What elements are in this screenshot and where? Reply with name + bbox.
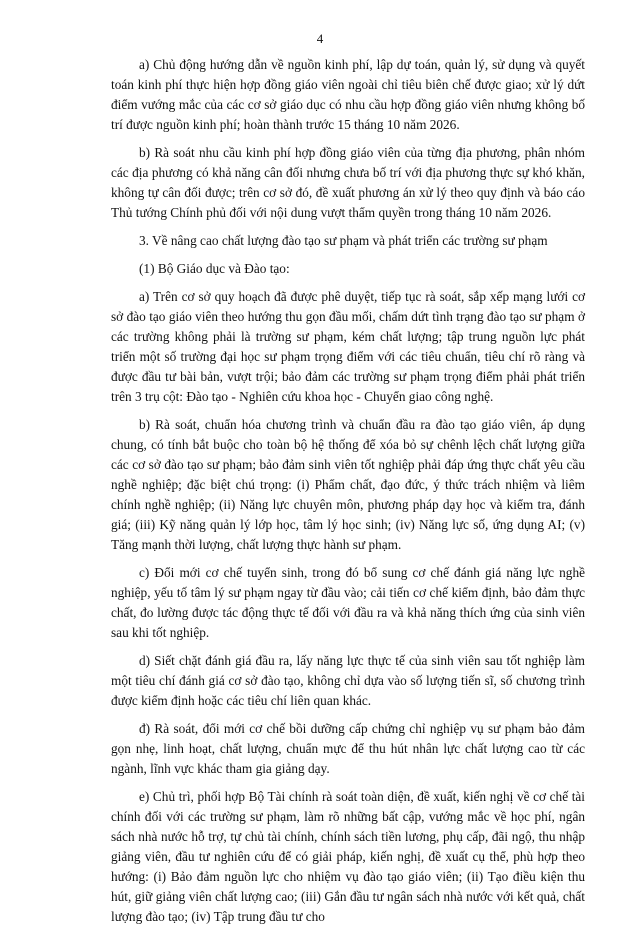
page-number: 4 [316, 31, 324, 46]
paragraph-b-review-needs: b) Rà soát nhu cầu kinh phí hợp đồng giáo viên của từng địa phương, phân nhóm các địa phương có khả năng cân đối nhưng chưa bố trí với địa phương thực sự khó khăn, không tự cân đối được; trên cơ sở đó, đề xuất phương án xử lý theo quy định và báo cáo Thủ tướng Chính phủ đối với nội dung vượt thẩm quyền trong tháng 10 năm 2026. [111, 145, 585, 220]
section-heading-3: 3. Về nâng cao chất lượng đào tạo sư phạm và phát triển các trường sư phạm [139, 233, 548, 248]
subsection-heading-1: (1) Bộ Giáo dục và Đào tạo: [139, 261, 290, 276]
paragraph-b-curriculum: b) Rà soát, chuẩn hóa chương trình và chuẩn đầu ra đào tạo giáo viên, áp dụng chung, có tính bắt buộc cho toàn bộ hệ thống để xóa bỏ sự chênh lệch chất lượng giữa các cơ sở đào tạo sư phạm; bảo đảm sinh viên tốt nghiệp phải đáp ứng thực chất yêu cầu nghề nghiệp; đặc biệt chú trọng: (i) Phẩm chất, đạo đức, ý thức trách nhiệm và liêm chính nghề nghiệp; (ii) Năng lực chuyên môn, phương pháp dạy học và kiểm tra, đánh giá; (iii) Kỹ năng quản lý lớp học, tâm lý học sinh; (iv) Năng lực số, ứng dụng AI; (v) Tăng mạnh thời lượng, chất lượng thực hành sư phạm. [111, 417, 585, 552]
paragraph-a-network-review: a) Trên cơ sở quy hoạch đã được phê duyệt, tiếp tục rà soát, sắp xếp mạng lưới cơ sở đào tạo giáo viên theo hướng thu gọn đầu mối, chấm dứt tình trạng đào tạo sư phạm ở các trường không phải là trường sư phạm, kém chất lượng; tập trung nguồn lực phát triển một số trường đại học sư phạm trọng điểm với các tiêu chuẩn, tiêu chí rõ ràng và được đầu tư bài bản, vượt trội; bảo đảm các trường sư phạm trọng điểm phải phát triển trên 3 trụ cột: Đào tạo - Nghiên cứu khoa học - Chuyển giao công nghệ. [111, 289, 585, 404]
document-body [111, 55, 585, 935]
paragraph-e-financial-mechanism: e) Chủ trì, phối hợp Bộ Tài chính rà soát toàn diện, đề xuất, kiến nghị về cơ chế tài chính đối với các trường sư phạm, làm rõ những bất cập, vướng mắc về học phí, ngân sách nhà nước hỗ trợ, tự chủ tài chính, chính sách tiền lương, phụ cấp, đãi ngộ, thu nhập giảng viên, đầu tư nghiên cứu để có giải pháp, kiến nghị, đề xuất cụ thể, phù hợp theo hướng: (i) Bảo đảm nguồn lực cho nhiệm vụ đào tạo giáo viên; (ii) Tạo điều kiện thu hút, giữ giảng viên chất lượng cao; (iii) Gắn đầu tư ngân sách nhà nước với kết quả, chất lượng đào tạo; (iv) Tập trung đầu tư cho [111, 789, 585, 924]
paragraph-c-admissions: c) Đổi mới cơ chế tuyển sinh, trong đó bổ sung cơ chế đánh giá năng lực nghề nghiệp, yếu tố tâm lý sư phạm ngay từ đầu vào; cải tiến cơ chế kiểm định, bảo đảm thực chất, đo lường được tác động thực tế đối với đầu ra và khả năng thích ứng của sinh viên sau khi tốt nghiệp. [111, 565, 585, 640]
paragraph-a-funding-guidance: a) Chủ động hướng dẫn về nguồn kinh phí, lập dự toán, quản lý, sử dụng và quyết toán kinh phí thực hiện hợp đồng giáo viên ngoài chỉ tiêu biên chế được giao; xử lý dứt điểm vướng mắc của các cơ sở giáo dục có nhu cầu hợp đồng giáo viên nhưng không bố trí được nguồn kinh phí; hoàn thành trước 15 tháng 10 năm 2026. [111, 57, 585, 132]
paragraph-d-output-evaluation: d) Siết chặt đánh giá đầu ra, lấy năng lực thực tế của sinh viên sau tốt nghiệp làm một tiêu chí đánh giá cơ sở đào tạo, không chỉ dựa vào số lượng tiến sĩ, số chương trình được kiểm định hoặc các tiêu chí liên quan khác. [111, 653, 585, 708]
paragraph-dd-certification: đ) Rà soát, đổi mới cơ chế bồi dưỡng cấp chứng chỉ nghiệp vụ sư phạm bảo đảm gọn nhẹ, linh hoạt, chất lượng, chuẩn mực để thu hút nhân lực chất lượng cao từ các ngành, lĩnh vực khác tham gia giảng dạy. [111, 721, 585, 776]
